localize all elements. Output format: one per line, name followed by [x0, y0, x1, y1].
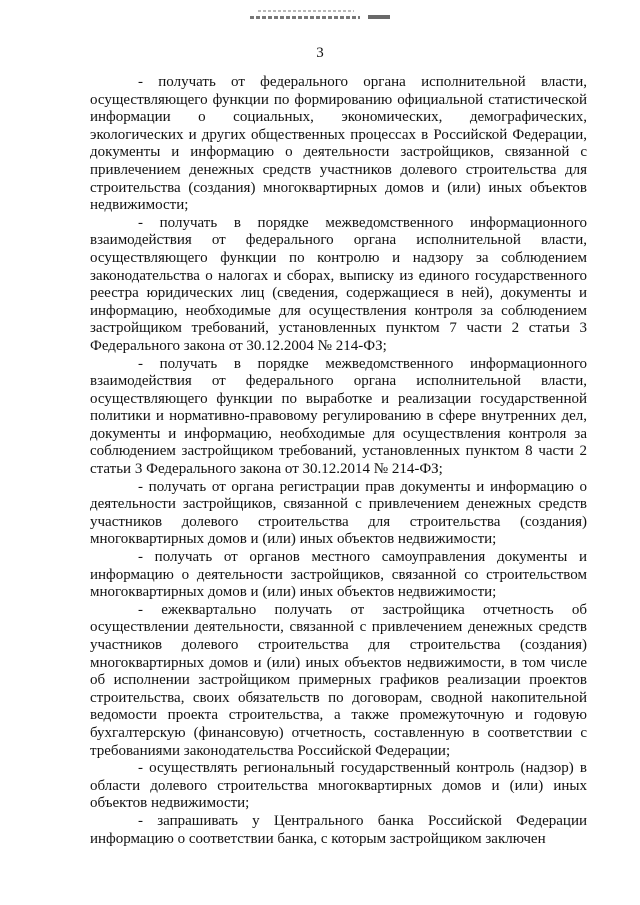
scan-noise-mark — [368, 15, 390, 19]
paragraph-local-government: - получать от органов местного самоуправления документы и информацию о деятельности застройщиков, связанной со строительством многоквартирных домов и (или) иных объектов недвижимости; — [90, 549, 587, 601]
paragraph-internal-affairs: - получать в порядке межведомственного информационного взаимодействия от федерального органа исполнительной власти, осуществляющего функции по выработке и реализации государственной политики и нормативно-правовому регулированию в сфере внутренних дел, документы и информацию, необходимые для осуществления контроля за соблюдением застройщиком требований, установленных пунктом 8 части 2 статьи 3 Федерального закона от 30.12.2014 № 214-ФЗ; — [90, 355, 587, 478]
paragraph-tax-authority: - получать в порядке межведомственного информационного взаимодействия от федерального органа исполнительной власти, осуществляющего функции по контролю и надзору за соблюдением законодательства о налогах и сборах, выписку из единого государственного реестра юридических лиц (сведения, содержащиеся в ней), документы и информацию, необходимые для осуществления контроля за соблюдением застройщиком требований, установленных пунктом 7 части 2 статьи 3 Федерального закона от 30.12.2004 № 214-ФЗ; — [90, 214, 587, 354]
page-number: 3 — [316, 45, 324, 61]
paragraph-central-bank: - запрашивать у Центрального банка Российской Федерации информацию о соответствии банка, с которым застройщиком заключен — [90, 812, 587, 847]
document-body — [90, 74, 587, 848]
scan-noise-line — [258, 10, 354, 12]
scan-header-artifact — [250, 8, 390, 22]
paragraph-quarterly-reporting: - ежеквартально получать от застройщика отчетность об осуществлении деятельности, связанной с привлечением денежных средств участников долевого строительства для строительства (создания) многоквартирных домов и (или) иных объектов недвижимости, в том числе об исполнении застройщиком примерных графиков реализации проектов строительства, своих обязательств по договорам, сводной накопительной ведомости проекта строительства, а также промежуточную и годовую бухгалтерскую (финансовую) отчетность, составленную в соответствии с требованиями законодательства Российской Федерации; — [90, 601, 587, 759]
paragraph-registration-authority: - получать от органа регистрации прав документы и информацию о деятельности застройщиков, связанной с привлечением денежных средств участников долевого строительства для строительства (создания) многоквартирных домов и (или) иных объектов недвижимости; — [90, 478, 587, 548]
scan-noise-line — [250, 16, 360, 19]
paragraph-regional-control: - осуществлять региональный государственный контроль (надзор) в области долевого строительства многоквартирных домов и (или) иных объектов недвижимости; — [90, 760, 587, 812]
paragraph-statistics-authority: - получать от федерального органа исполнительной власти, осуществляющего функции по формированию официальной статистической информации о социальных, экономических, демографических, экологических и других общественных процессах в Российской Федерации, документы и информацию о деятельности застройщиков, связанной с привлечением денежных средств участников долевого строительства для строительства (создания) многоквартирных домов и (или) иных объектов недвижимости; — [90, 74, 587, 214]
